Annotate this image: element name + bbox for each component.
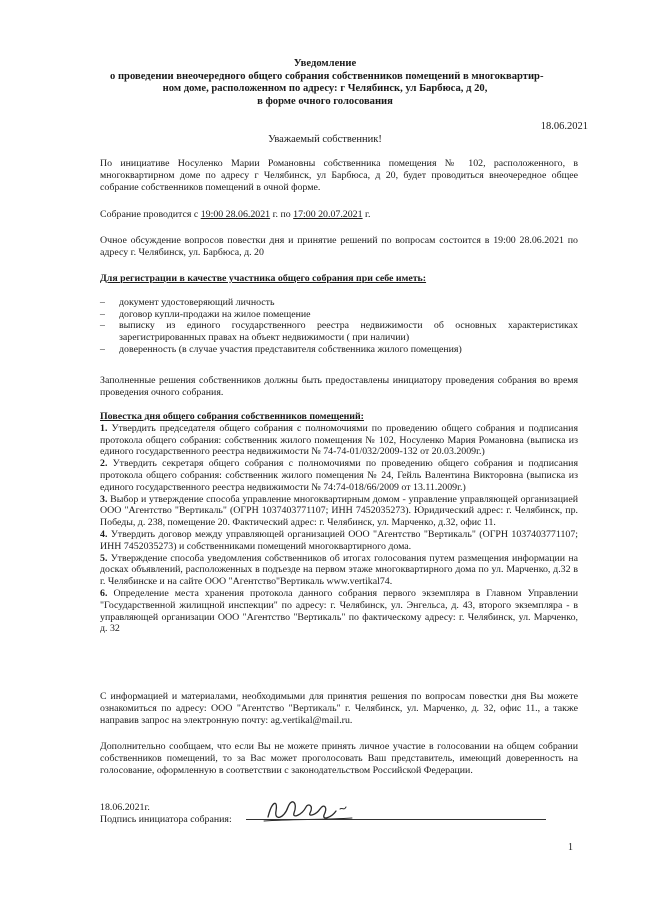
- meeting-period: [100, 209, 578, 221]
- intro-paragraph: По инициативе Носуленко Марии Романовны собственника помещения № 102, расположенного, в многоквартирном доме по адресу г Челябинск, ул Барбюса, д 20, будет проводиться внеочередное общее собрание собственников помещений в очной форме.: [100, 158, 578, 193]
- agenda-item-number: 6.: [100, 587, 108, 599]
- agenda-item-text: Определение места хранения протокола данного собрания первого экземпляра в Главном Управлении "Государственной жилищной инспекции" по адресу: г. Челябинск, ул. Энгельса, д. 43, второго экземпляра - в управляющей организации ООО "Агентство "Вертикаль" по фактическому адресу: г. Челябинск, ул. Марченко, д. 32: [100, 587, 579, 635]
- registration-list: [100, 297, 578, 356]
- signature-line: [246, 819, 546, 820]
- agenda-item-number: 4.: [100, 528, 108, 540]
- info-paragraph: С информацией и материалами, необходимыми для принятия решения по вопросам повестки дня Вы можете ознакомиться по адресу: ООО "Агентство "Вертикаль" г. Челябинск, ул. Марченко, д. 32, офис 11., а также направив запрос на электронную почту: ag.vertikal@mail.ru.: [100, 691, 578, 726]
- signature-label: Подпись инициатора собрания:: [100, 814, 232, 825]
- registration-section: [100, 273, 578, 356]
- additional-paragraph: Дополнительно сообщаем, что если Вы не можете принять личное участие в голосовании на общем собрании собственников помещений, то за Вас может проголосовать Ваш представитель, имеющий доверенность на голосование, оформленную в соответствии с законодательством Российской Федерации.: [100, 741, 578, 776]
- agenda-item-text: Утверждение способа уведомления собственников об итогах голосования путем размещения информации на досках объявлений, расположенных в подъезде на первом этаже многоквартирного дома по ул. Марченко, д.32 в г. Челябинске и на сайте ООО "Агентство"Вертикаль www.vertikal74.: [100, 552, 578, 588]
- title-line-2: о проведении внеочередного общего собрания собственников помещений в многоквартир-: [110, 70, 544, 82]
- agenda-item: [100, 458, 578, 493]
- agenda-item: [100, 423, 578, 458]
- notice-title: [110, 58, 544, 108]
- meeting-start: 19:00 28.06.2021: [200, 209, 271, 220]
- greeting: Уважаемый собственник!: [268, 134, 382, 145]
- agenda-item: [100, 588, 578, 635]
- agenda-item-number: 2.: [100, 458, 108, 470]
- registration-item: – договор купли-продажи на жилое помещение: [100, 309, 578, 321]
- agenda-item: [100, 553, 578, 588]
- agenda-item-number: 5.: [100, 552, 108, 564]
- agenda-item-text: Утвердить секретаря общего собрания с полномочиями по проведению общего собрания и подписания протокола общего собрания: собственник жилого помещения № 24, Гейль Валентина Викторовна (выписка из единого государственного реестра недвижимости № 74:74-018/66/2009 от 13.11.2009г.): [100, 458, 579, 493]
- agenda-item-text: Выбор и утверждение способа управление многоквартирным домом - управление управляющей организацией ООО "Агентство "Вертикаль" (ОГРН 1037403771107; ИНН 7452035273). Юридический адрес: г. Челябинск, пр. Победы, д. 238, помещение 20. Фактический адрес: г. Челябинск, ул. Марченко, д.32, офис 11.: [100, 493, 578, 529]
- discussion-paragraph: Очное обсуждение вопросов повестки дня и принятие решений по вопросам состоится в 19:00 28.06.2021 по адресу г. Челябинск, ул. Барбюса, д. 20: [100, 235, 578, 258]
- notice-date: 18.06.2021: [540, 121, 588, 132]
- agenda-item-number: 3.: [100, 493, 108, 505]
- title-line-4: в форме очного голосования: [257, 95, 393, 107]
- agenda-heading: Повестка дня общего собрания собственников помещений:: [100, 411, 364, 422]
- meeting-period-mid: г. по: [272, 209, 291, 220]
- meeting-end: 17:00 20.07.2021: [293, 209, 363, 220]
- registration-heading: Для регистрации в качестве участника общего собрания при себе иметь:: [100, 273, 427, 284]
- decisions-note: Заполненные решения собственников должны быть предоставлены инициатору проведения собрания во время проведения очного собрания.: [100, 375, 578, 398]
- registration-item: – доверенность (в случае участия представителя собственника жилого помещения): [100, 344, 578, 356]
- meeting-period-suffix: г.: [365, 209, 371, 220]
- agenda-item: [100, 494, 578, 529]
- agenda-item-text: Утвердить председателя общего собрания с полномочиями по проведению общего собрания и подписания протокола общего собрания: собственник жилого помещения № 102, Носуленко Мария Романовна (выписка из единого государственного реестра недвижимости № 74-74-01/032/2009-132 от 20.03.2009г.): [100, 422, 578, 458]
- registration-item: – документ удостоверяющий личность: [100, 297, 578, 309]
- agenda-section: [100, 411, 578, 635]
- title-line-3: ном доме, расположенном по адресу: г Челябинск, ул Барбюса, д 20,: [162, 83, 488, 94]
- registration-item: – выписку из единого государственного реестра недвижимости об основных характеристиках зарегистрированных правах на объект недвижимости ( при наличии): [100, 320, 578, 344]
- agenda-item-number: 1.: [100, 422, 108, 434]
- footer-date: 18.06.2021г.: [100, 802, 150, 813]
- page-number: 1: [568, 842, 573, 853]
- agenda-list: [100, 423, 578, 635]
- title-line-1: Уведомление: [293, 58, 357, 69]
- agenda-item: [100, 529, 578, 553]
- signature-image: [262, 795, 372, 825]
- agenda-item-text: Утвердить договор между управляющей организацией ООО "Агентство "Вертикаль" (ОГРН 1037403771107; ИНН 7452035273) и собственниками помещений многоквартирного дома.: [100, 528, 578, 552]
- meeting-period-prefix: Собрание проводится с: [100, 209, 199, 220]
